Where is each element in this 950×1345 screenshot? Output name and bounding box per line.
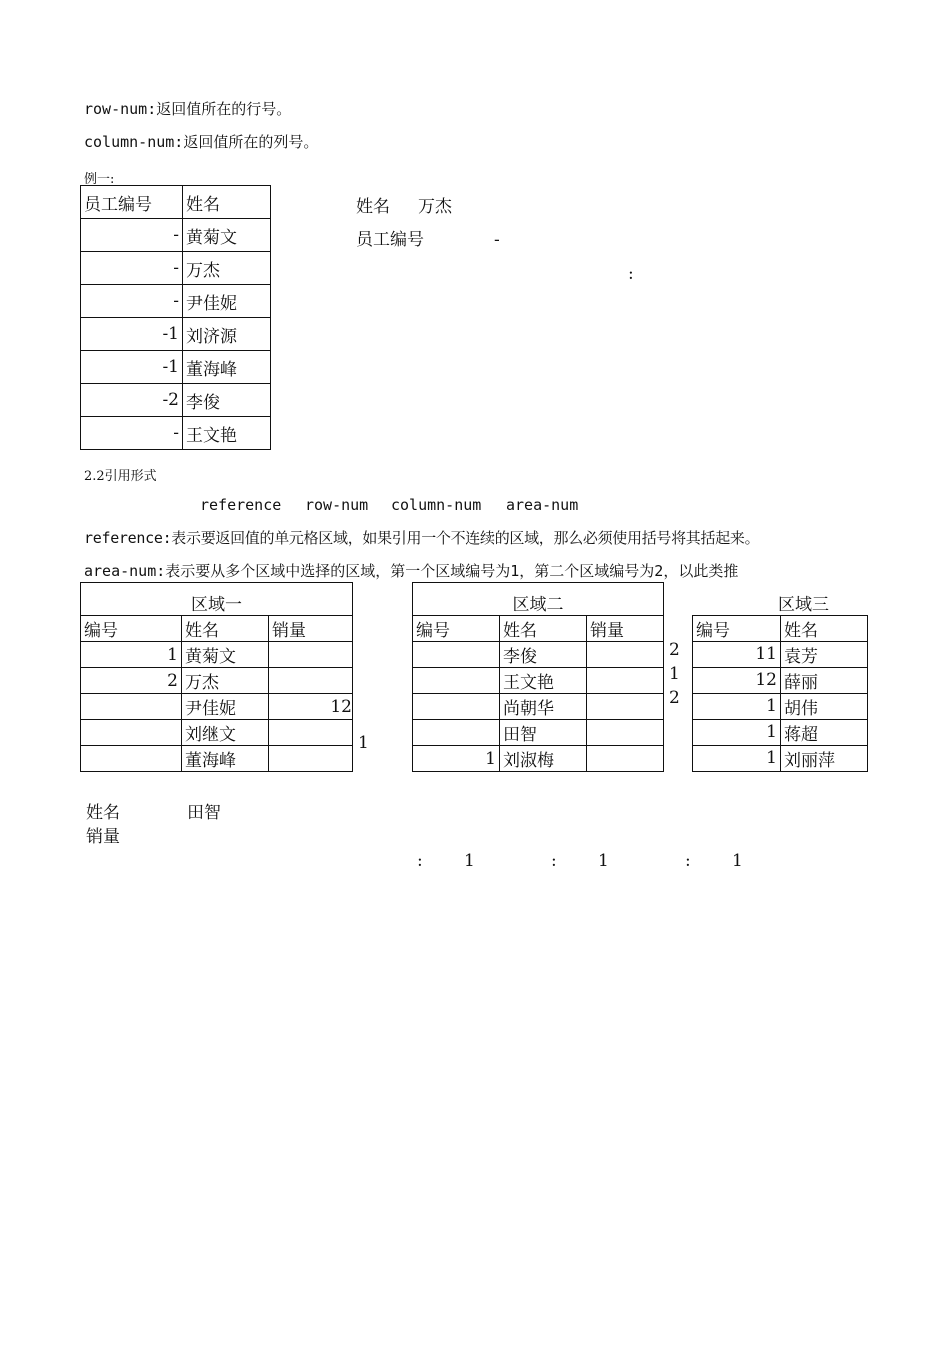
result-colon: : (417, 851, 423, 871)
table-cell-name: 薛丽 (781, 667, 868, 693)
area1-header-name: 姓名 (182, 616, 269, 642)
column-num-desc: column-num:返回值所在的列号。 (84, 133, 319, 151)
table-cell-name: 李俊 (183, 384, 271, 417)
result-value: 1 (732, 851, 743, 871)
area1-title: 区域一 (81, 583, 353, 616)
table-cell-name: 李俊 (500, 642, 587, 668)
syntax-reference: reference (200, 496, 282, 514)
example1-table (80, 185, 271, 450)
lookup-id-label: 员工编号 (356, 230, 424, 250)
table-cell-id: 11 (693, 641, 781, 667)
table-cell-sales (587, 668, 664, 694)
reference-desc: reference:表示要返回值的单元格区域，如果引用一个不连续的区域，那么必须使用括号将其括起来。 (84, 529, 760, 547)
table-cell-id (413, 694, 500, 720)
area2-title: 区域二 (413, 583, 664, 616)
table-cell-name: 黄菊文 (183, 219, 271, 252)
table-cell-name: 刘济源 (183, 318, 271, 351)
area1-header-sales: 销量 (269, 616, 353, 642)
table-cell-sales: 12 (269, 694, 353, 720)
table-cell-name: 王文艳 (500, 668, 587, 694)
header-name: 姓名 (183, 186, 271, 219)
table-cell-name: 刘继文 (182, 720, 269, 746)
syntax-row-num: row-num (305, 496, 369, 514)
table-cell-name: 董海峰 (182, 746, 269, 772)
lookup-name-value: 万杰 (418, 197, 452, 217)
table-cell-name: 刘丽萍 (781, 745, 868, 771)
bottom-name-label: 姓名 (86, 803, 120, 823)
table-cell-id (81, 746, 182, 772)
area3-table (692, 582, 868, 772)
lookup-name-label: 姓名 (356, 197, 390, 217)
lookup-id-value: - (494, 230, 500, 250)
section-heading: 2.2引用形式 (84, 469, 157, 484)
table-cell-id (81, 694, 182, 720)
example1-label: 例一: (84, 172, 115, 187)
table-cell-sales (587, 694, 664, 720)
row-num-desc: row-num:返回值所在的行号。 (84, 100, 292, 118)
table-cell-name: 田智 (500, 720, 587, 746)
area-num-desc: area-num:表示要从多个区域中选择的区域，第一个区域编号为1，第二个区域编号为2，以此类推 (84, 562, 739, 580)
area2-header-name: 姓名 (500, 616, 587, 642)
area1-header-id: 编号 (81, 616, 182, 642)
table-cell-id: 1 (81, 642, 182, 668)
area2-outside-value: 1 (669, 664, 680, 684)
area3-title: 区域三 (778, 594, 829, 615)
syntax-column-num: column-num (391, 496, 482, 514)
table-cell-name: 蒋超 (781, 719, 868, 745)
table-cell-id (413, 668, 500, 694)
header-employee-id: 员工编号 (81, 186, 183, 219)
table-cell-sales (269, 668, 353, 694)
table-cell-id: 2 (81, 668, 182, 694)
table-cell-sales (587, 642, 664, 668)
table-cell-name: 尹佳妮 (182, 694, 269, 720)
table-cell-sales (269, 720, 353, 746)
table-cell-id: 1 (693, 719, 781, 745)
table-cell-sales (587, 746, 664, 772)
table-cell-id: 1 (693, 693, 781, 719)
table-cell-id (413, 720, 500, 746)
table-cell-name: 刘淑梅 (500, 746, 587, 772)
table-cell-name: 王文艳 (183, 417, 271, 450)
table-cell-id: -1 (81, 351, 183, 384)
table-cell-name: 万杰 (183, 252, 271, 285)
result-value: 1 (464, 851, 475, 871)
result-value: 1 (598, 851, 609, 871)
table-cell-name: 董海峰 (183, 351, 271, 384)
area1-outside-value: 1 (358, 733, 369, 753)
area2-header-id: 编号 (413, 616, 500, 642)
table-cell-id: - (81, 252, 183, 285)
bottom-name-value: 田智 (187, 803, 221, 823)
table-cell-name: 万杰 (182, 668, 269, 694)
table-cell-id: - (81, 219, 183, 252)
area2-table (412, 582, 664, 772)
table-cell-sales (587, 720, 664, 746)
table-cell-id (81, 720, 182, 746)
syntax-area-num: area-num (506, 496, 579, 514)
area2-outside-value: 2 (669, 688, 680, 708)
table-cell-name: 胡伟 (781, 693, 868, 719)
table-cell-id (413, 642, 500, 668)
result-colon: : (551, 851, 557, 871)
table-cell-name: 尚朝华 (500, 694, 587, 720)
table-cell-sales (269, 746, 353, 772)
table-cell-id: -1 (81, 318, 183, 351)
table-cell-id: - (81, 285, 183, 318)
bottom-sales-label: 销量 (86, 827, 120, 847)
area1-table (80, 582, 353, 772)
lookup-colon: : (628, 264, 634, 284)
table-cell-id: -2 (81, 384, 183, 417)
area2-outside-value: 2 (669, 640, 680, 660)
table-cell-id: 1 (693, 745, 781, 771)
table-cell-name: 黄菊文 (182, 642, 269, 668)
area3-header-name: 姓名 (781, 615, 868, 641)
table-cell-sales (269, 642, 353, 668)
table-cell-id: 1 (413, 746, 500, 772)
table-cell-id: 12 (693, 667, 781, 693)
table-cell-id: - (81, 417, 183, 450)
area2-header-sales: 销量 (587, 616, 664, 642)
table-cell-name: 尹佳妮 (183, 285, 271, 318)
area3-header-id: 编号 (693, 615, 781, 641)
result-colon: : (685, 851, 691, 871)
table-cell-name: 袁芳 (781, 641, 868, 667)
